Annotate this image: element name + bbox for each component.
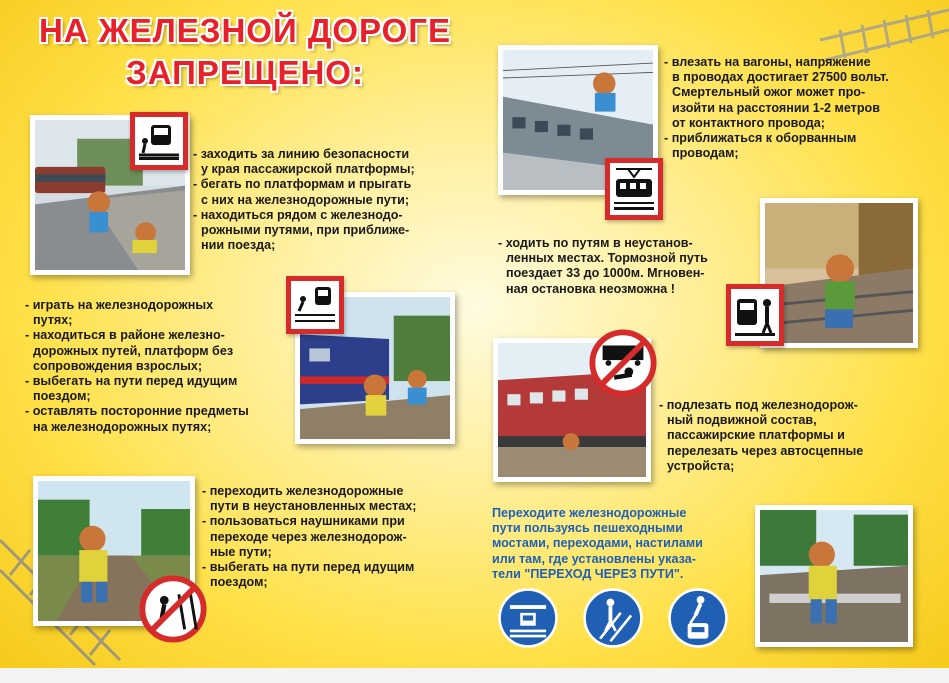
text-line: пути пользуясь пешеходными [492,521,683,536]
text-line: изойти на расстоянии 1-2 метров [672,100,880,115]
text-line: - ходить по путям в неустанов- [498,236,693,250]
text-line: Переходите железнодорожные [492,506,687,520]
high-voltage-sign-icon [605,158,663,220]
text-line: - выбегать на пути перед идущим [202,560,415,575]
text-line: - влезать на вагоны, напряжение [664,55,871,69]
text-line: - пользоваться наушниками при [202,514,405,529]
level-crossing-sign-icon [667,587,729,649]
text-block-safe-crossing [492,506,703,582]
text-line: сопровождения взрослых; [33,358,203,373]
no-running-on-tracks-sign-icon [286,276,344,334]
text-line: путях; [33,313,73,328]
text-line: пути в неустановленных местах; [210,499,417,514]
text-line: - бегать по платформам и прыгать [193,177,412,192]
text-line: ная остановка неозможна ! [506,281,676,296]
text-line: у края пассажирской платформы; [201,162,415,177]
no-walking-near-train-sign-icon [726,284,784,346]
text-line: переходе через железнодорож- [210,529,407,544]
text-line: тели "ПЕРЕХОД ЧЕРЕЗ ПУТИ". [492,566,684,581]
text-block-playing [25,298,249,435]
text-line: - оставлять посторонние предметы [25,404,249,419]
text-block-wagons [664,55,889,161]
text-block-crossing [202,484,416,590]
text-line: нии поезда; [201,238,276,253]
text-line: перелезать через автосцепные [667,443,864,458]
text-line: от контактного провода; [672,115,825,130]
text-line: - находиться рядом с железнодо- [193,207,403,222]
text-line: устройста; [667,458,735,473]
text-line: - находиться в районе железно- [25,328,225,343]
text-line: ный подвижной состав, [667,413,817,428]
text-line: - заходить за линию безопасности [193,147,410,161]
text-line: - подлезать под железнодорож- [659,398,858,412]
photo-boy-at-crossing [755,505,913,647]
no-crossing-tracks-sign-icon [138,574,208,644]
text-line: Смертельный ожог может про- [672,85,866,100]
text-block-crawling [659,398,863,474]
underpass-sign-icon [582,587,644,649]
text-line: - выбегать на пути перед идущим [25,374,238,389]
text-line: - переходить железнодорожные [202,484,404,498]
text-line: поездом; [210,575,268,590]
text-line: ленных местах. Тормозной путь [506,251,708,266]
text-block-walking [498,236,708,297]
text-line: проводам; [672,146,739,161]
no-crawling-under-wagon-sign-icon [588,328,658,398]
text-line: в проводах достигает 27500 вольт. [672,70,889,85]
text-line: пассажирские платформы и [667,428,845,443]
text-line: с них на железнодорожные пути; [201,192,410,207]
bottom-scan-strip [0,668,949,683]
text-line: на железнодорожных путях; [33,419,212,434]
text-line: рожными путями, при приближе- [201,223,410,238]
text-line: - играть на железнодорожных [25,298,214,312]
text-line: ные пути; [210,544,272,559]
text-line: дорожных путей, платформ без [33,343,234,358]
poster-title-line-2: ЗАПРЕЩЕНО: [126,54,364,91]
text-line: или там, где установлены указа- [492,551,696,566]
text-line: поездает 33 до 1000м. Мгновен- [506,266,705,281]
poster-title-line-1: НА ЖЕЛЕЗНОЙ ДОРОГЕ [38,12,452,49]
pedestrian-bridge-sign-icon [497,587,559,649]
text-line: - приближаться к оборванным [664,131,857,146]
text-line: мостами, переходами, настилами [492,536,703,551]
text-line: поездом; [33,389,91,404]
text-block-platform [193,147,415,253]
no-platform-edge-sign-icon [130,112,188,170]
